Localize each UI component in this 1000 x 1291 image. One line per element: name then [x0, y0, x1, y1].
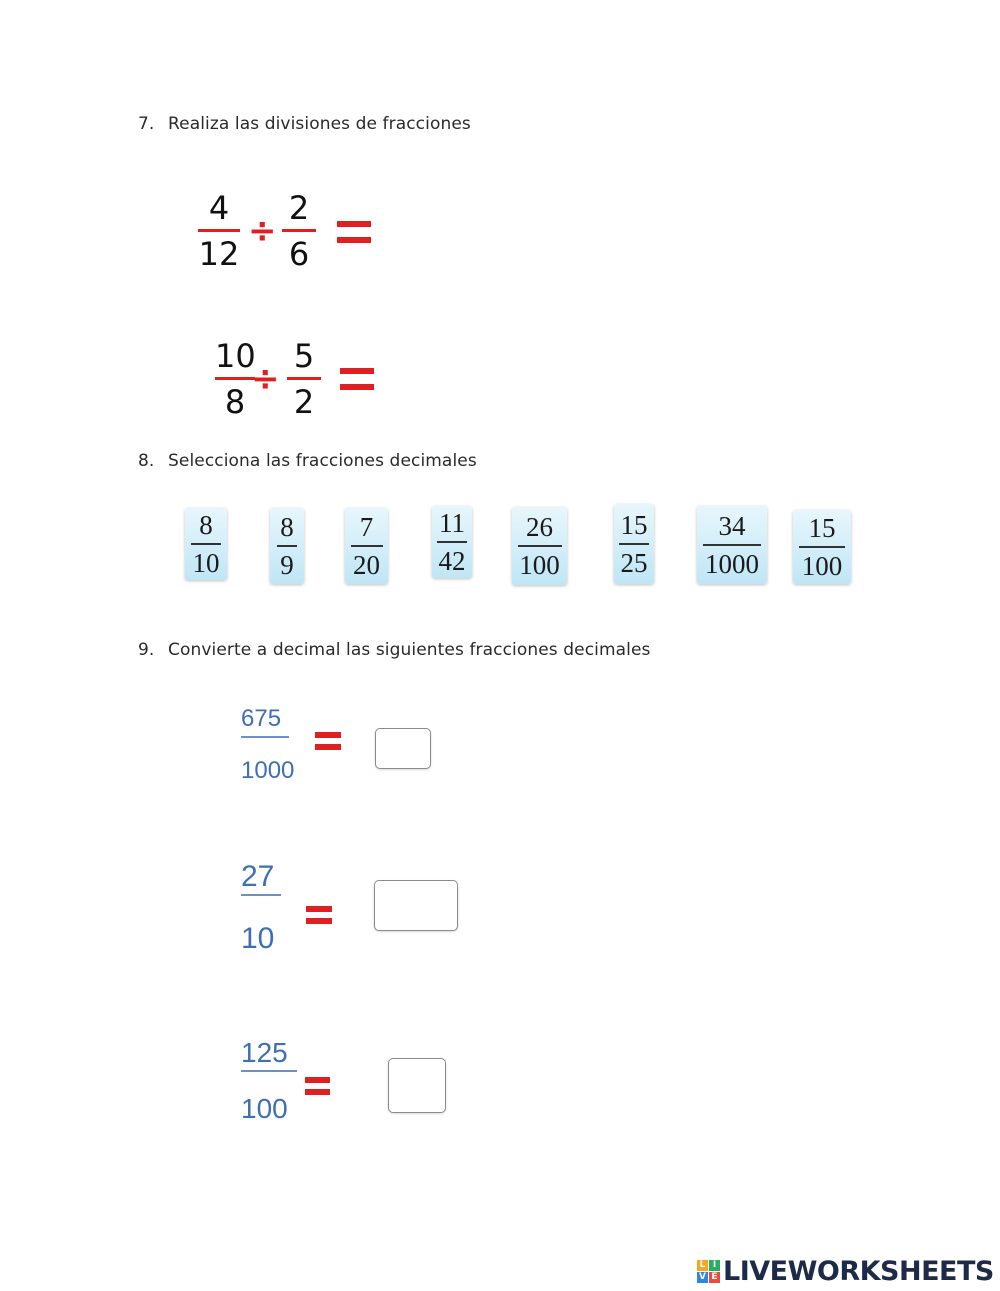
numerator: 8: [199, 510, 213, 541]
denominator: 25: [620, 547, 648, 578]
denominator: 1000: [705, 548, 759, 579]
denominator: 100: [519, 549, 560, 580]
liveworksheets-logo: [697, 1255, 994, 1287]
fraction-card[interactable]: [512, 507, 567, 585]
fraction-bar: [191, 543, 221, 545]
decimal-fraction: [241, 704, 294, 786]
answer-input[interactable]: [374, 880, 458, 931]
fraction-bar: [241, 736, 289, 738]
numerator: 7: [359, 512, 374, 543]
divide-sign: ÷: [248, 211, 277, 251]
question-number: 7.: [138, 114, 155, 134]
numerator: 11: [439, 508, 465, 539]
numerator: 125: [241, 1037, 288, 1068]
denominator: 100: [241, 1093, 288, 1124]
fraction-bar: [287, 377, 321, 380]
fraction-card[interactable]: [793, 510, 851, 584]
fraction-bar: [215, 377, 255, 380]
decimal-fraction: [241, 1038, 297, 1124]
fraction-bar: [518, 545, 562, 547]
question-8: [138, 451, 477, 471]
fraction-card[interactable]: [185, 508, 227, 580]
denominator: 6: [288, 235, 310, 273]
denominator: 8: [224, 383, 246, 421]
fraction-dividend: [215, 338, 255, 420]
question-9: [138, 640, 650, 660]
denominator: 42: [438, 545, 466, 576]
numerator: 8: [280, 512, 294, 543]
divide-sign: ÷: [251, 359, 280, 399]
logo-text: LIVEWORKSHEETS: [723, 1255, 994, 1287]
fraction-dividend: [198, 190, 240, 272]
fraction-bar: [198, 229, 240, 232]
logo-tile: L: [697, 1260, 708, 1271]
numerator: 4: [208, 189, 230, 227]
fraction-divisor: [282, 190, 316, 272]
fraction-card[interactable]: [345, 508, 388, 584]
question-7: [138, 114, 471, 134]
denominator: 12: [198, 235, 240, 273]
fraction-card[interactable]: [614, 504, 654, 584]
fraction-bar: [703, 544, 761, 546]
denominator: 20: [353, 549, 380, 580]
fraction-card[interactable]: [432, 506, 472, 578]
logo-tile: I: [709, 1260, 720, 1271]
denominator: 9: [280, 549, 294, 580]
numerator: 26: [526, 512, 553, 543]
answer-input[interactable]: [388, 1058, 446, 1113]
question-text: Selecciona las fracciones decimales: [168, 451, 477, 471]
fraction-bar: [437, 541, 467, 543]
numerator: 34: [718, 511, 746, 542]
equals-sign: [315, 732, 341, 750]
equals-sign: [305, 1077, 330, 1095]
numerator: 5: [293, 337, 315, 375]
numerator: 27: [241, 860, 275, 893]
fraction-divisor: [287, 338, 321, 420]
decimal-fraction: [241, 862, 281, 954]
denominator: 100: [801, 550, 843, 581]
equals-sign: [306, 906, 332, 924]
answer-input[interactable]: [375, 728, 431, 769]
fraction-card[interactable]: [270, 508, 304, 584]
numerator: 15: [808, 513, 836, 544]
logo-mark-icon: [697, 1260, 720, 1283]
denominator: 10: [241, 922, 275, 955]
numerator: 15: [620, 510, 648, 541]
numerator: 2: [288, 189, 310, 227]
fraction-bar: [351, 545, 383, 547]
equals-sign: [337, 221, 371, 243]
question-number: 9.: [138, 640, 155, 660]
fraction-bar: [241, 1070, 297, 1072]
question-text: Realiza las divisiones de fracciones: [168, 114, 471, 134]
question-number: 8.: [138, 451, 155, 471]
denominator: 10: [192, 547, 220, 578]
fraction-bar: [241, 894, 281, 896]
numerator: 675: [241, 705, 282, 732]
denominator: 2: [293, 383, 315, 421]
equals-sign: [340, 368, 374, 390]
logo-tile: E: [709, 1272, 720, 1283]
fraction-card[interactable]: [697, 506, 767, 584]
logo-tile: V: [697, 1272, 708, 1283]
fraction-bar: [619, 543, 649, 545]
fraction-bar: [282, 229, 316, 232]
numerator: 10: [215, 337, 256, 375]
denominator: 1000: [241, 757, 295, 784]
question-text: Convierte a decimal las siguientes fracciones decimales: [168, 640, 651, 660]
fraction-bar: [277, 545, 297, 547]
fraction-bar: [799, 546, 845, 548]
